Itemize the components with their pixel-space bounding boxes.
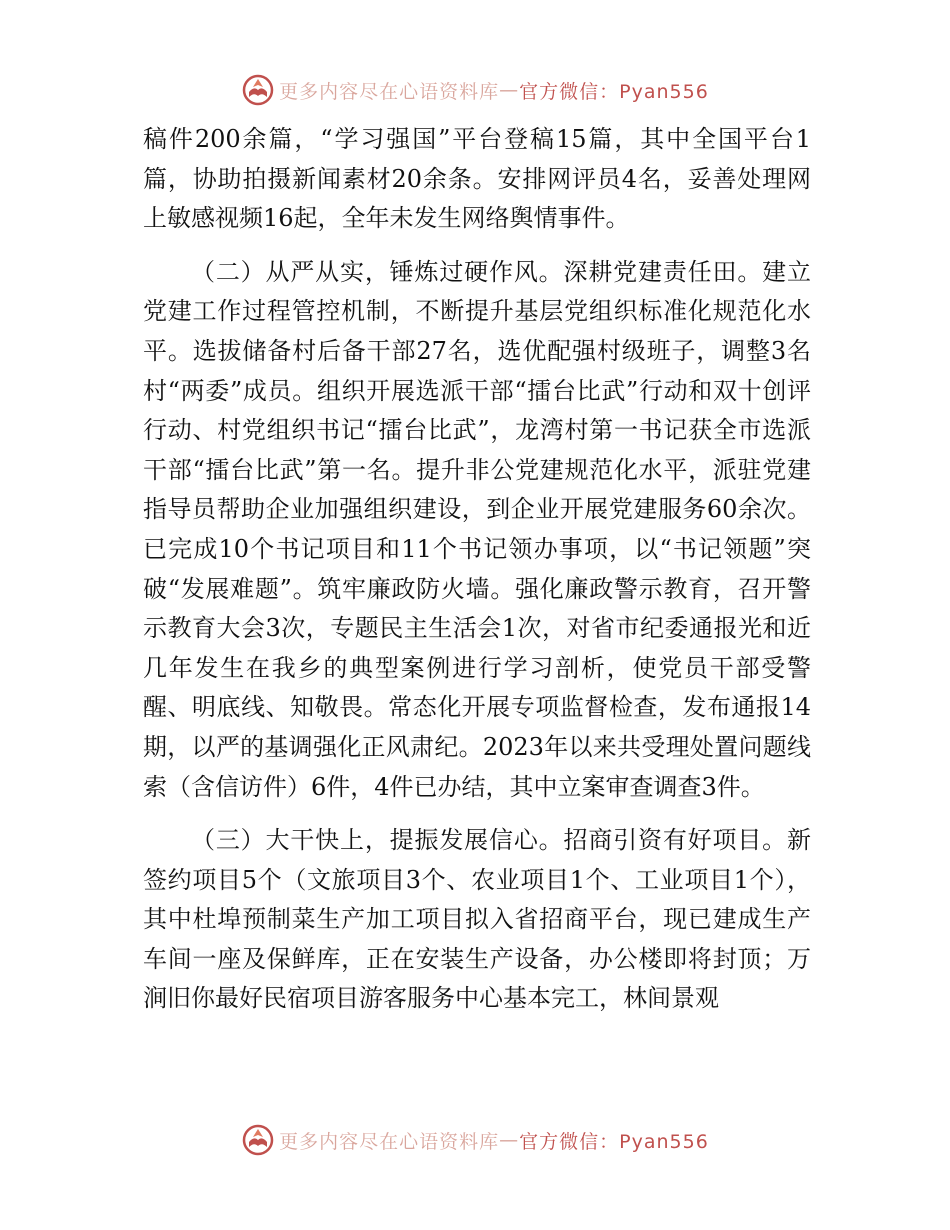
paragraph-1: 稿件200余篇，“学习强国”平台登稿15篇，其中全国平台1篇，协助拍摄新闻素材20余条。安排网评员4名，妥善处理网上敏感视频16起，全年未发生网络舆情事件。 [143,125,811,233]
watermark-separator: — [499,79,520,101]
paragraph-2: （二）从严从实，锤炼过硬作风。深耕党建责任田。建立党建工作过程管控机制，不断提升基层党组织标准化规范化水平。选拔储备村后备干部27名，选优配强村级班子，调整3名村“两委”成员。组织开展选派干部“擂台比武”行动和双十创评行动、村党组织书记“擂台比武”，龙湾村第一书记获全市选派干部“擂台比武”第一名。提升非公党建规范化水平，派驻党建指导员帮助企业加强组织建设，到企业开展党建服务60余次。已完成10个书记项目和11个书记领办事项，以“书记领题”突破“发展难题”。筑牢廉政防火墙。强化廉政警示教育，召开警示教育大会3次，专题民主生活会1次，对省市纪委通报光和近几年发生在我乡的典型案例进行学习剖析，使党员干部受警醒、明底线、知敬畏。常态化开展专项监督检查，发布通报14期，以严的基调强化正风肃纪。2023年以来共受理处置问题线索（含信访件）6件，4件已办结，其中立案审查调查3件。 [143,257,811,801]
watermark-text: 更多内容尽在心语资料库 [279,80,500,103]
footer-watermark [0,1120,950,1160]
book-logo-icon [241,1123,275,1157]
book-logo-icon [241,73,275,107]
watermark-separator: — [499,1129,520,1151]
document-body [143,120,811,1019]
watermark-text: 更多内容尽在心语资料库 [279,1130,500,1153]
watermark-wechat: 官方微信：Pyan556 [519,80,709,103]
header-watermark [0,70,950,110]
paragraph-3: （三）大干快上，提振发展信心。招商引资有好项目。新签约项目5个（文旅项目3个、农业项目1个、工业项目1个），其中杜埠预制菜生产加工项目拟入省招商平台，现已建成生产车间一座及保鲜库，正在安装生产设备，办公楼即将封顶；万涧旧你最好民宿项目游客服务中心基本完工，林间景观 [143,826,811,1013]
watermark-wechat: 官方微信：Pyan556 [519,1130,709,1153]
